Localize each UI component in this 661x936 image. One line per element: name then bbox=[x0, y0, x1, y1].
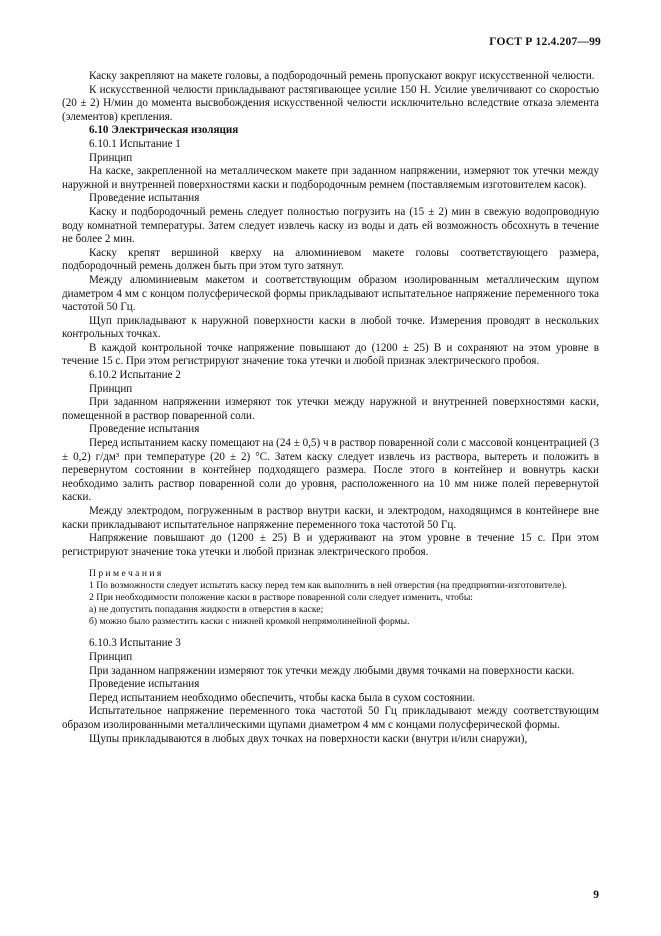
body-paragraph: К искусственной челюсти прикладывают растягивающее усилие 150 Н. Усилие увеличивают со скоростью (20 ± 2) Н/мин до момента высвобождения искусственной челюсти исключительно вследствие отказа элемента (элементов) крепления. bbox=[62, 83, 599, 123]
principle-text: При заданном напряжении измеряют ток утечки между наружной и внутренней поверхностями каски, помещенной в раствор поваренной соли. bbox=[62, 396, 599, 422]
principle-text: При заданном напряжении измеряют ток утечки между любыми двумя точками на поверхности каски. bbox=[89, 664, 575, 677]
procedure-label: Проведение испытания bbox=[89, 423, 200, 436]
note-item: б) можно было разместить каски с нижней кромкой непрямолинейной формы. bbox=[89, 616, 410, 628]
principle-label: Принцип bbox=[89, 382, 133, 395]
procedure-paragraph: Каску крепят вершиной кверху на алюминиевом макете головы соответствующего размера, подбородочный ремень должен быть при этом туго затянут. bbox=[62, 246, 599, 273]
procedure-paragraph: Щуп прикладывают к наружной поверхности каски в любой точке. Измерения проводят в нескольких контрольных точках. bbox=[62, 314, 599, 341]
document-body bbox=[62, 70, 599, 746]
subsection-title: 6.10.1 Испытание 1 bbox=[89, 137, 181, 150]
procedure-paragraph: Между алюминиевым макетом и соответствующим образом изолированным металлическим щупом диаметром 4 мм с концом полусферической формы прикладывают испытательное напряжение переменного тока частотой 50 Гц. bbox=[62, 273, 599, 314]
subsection-title: 6.10.3 Испытание 3 bbox=[89, 637, 181, 650]
notes-title: Примечания bbox=[89, 568, 164, 580]
procedure-paragraph: Каску и подбородочный ремень следует полностью погрузить на (15 ± 2) мин в свежую водопроводную воду комнатной температуры. Затем следует извлечь каску из воды и дать ей возможность обсохнуть в течение не более 2 мин. bbox=[62, 205, 599, 246]
procedure-paragraph: В каждой контрольной точке напряжение повышают до (1200 ± 25) В и сохраняют на этом уровне в течение 15 с. При этом регистрируют значение тока утечки и любой признак электрического пробоя. bbox=[62, 341, 599, 368]
principle-label: Принцип bbox=[89, 151, 133, 164]
principle-label: Принцип bbox=[89, 650, 133, 663]
body-paragraph: Каску закрепляют на макете головы, а подбородочный ремень пропускают вокруг искусственной челюсти. bbox=[89, 70, 595, 82]
procedure-label: Проведение испытания bbox=[89, 192, 200, 205]
notes-block bbox=[62, 568, 599, 628]
subsection-title: 6.10.2 Испытание 2 bbox=[89, 369, 181, 382]
section-heading: 6.10 Электрическая изоляция bbox=[89, 124, 239, 137]
note-item: 2 При необходимости положение каски в растворе поваренной соли следует изменить, чтобы: bbox=[89, 592, 473, 604]
procedure-paragraph: Перед испытанием каску помещают на (24 ± 0,5) ч в раствор поваренной соли с массовой концентрацией (3 ± 0,2) г/дм³ при температуре (20 ± 2) °С. Затем каску следует извлечь из раствора, вытереть и положить в перевернутом состоянии в контейнер подходящего размера. После этого в контейнер и вовнутрь каски необходимо залить раствор поваренной соли до уровня, расположенного на 10 мм ниже полей перевернутой каски. bbox=[62, 437, 599, 504]
note-item: 1 По возможности следует испытать каску перед тем как выполнить в ней отверстия (на предприятии-изготовителе). bbox=[89, 580, 567, 592]
procedure-paragraph: Напряжение повышают до (1200 ± 25) В и удерживают на этом уровне в течение 15 с. При этом регистрируют значение тока утечки и любой признак электрического пробоя. bbox=[62, 532, 599, 558]
procedure-paragraph: Перед испытанием необходимо обеспечить, чтобы каска была в сухом состоянии. bbox=[89, 691, 476, 704]
page-number: 9 bbox=[593, 889, 599, 901]
procedure-label: Проведение испытания bbox=[89, 678, 200, 691]
document-code: ГОСТ Р 12.4.207—99 bbox=[489, 36, 601, 48]
procedure-paragraph: Между электродом, погруженным в раствор внутри каски, и электродом, находящимся в контейнере вне каски прикладывают испытательное напряжение переменного тока частотой 50 Гц. bbox=[62, 505, 599, 531]
procedure-paragraph: Испытательное напряжение переменного тока частотой 50 Гц прикладывают между соответствующим образом изолированными металлическими щупами диаметром 4 мм с концами полусферической формы. bbox=[62, 705, 599, 731]
principle-text: На каске, закрепленной на металлическом макете при заданном напряжении, измеряют ток утечки между наружной и внутренней поверхностями каски и подбородочным ремнем (поставляемым изготовителем касок). bbox=[62, 165, 599, 191]
note-item: а) не допустить попадания жидкости в отверстия в каске; bbox=[89, 604, 324, 616]
procedure-paragraph: Щупы прикладываются в любых двух точках на поверхности каски (внутри и/или снаружи), bbox=[89, 732, 528, 745]
